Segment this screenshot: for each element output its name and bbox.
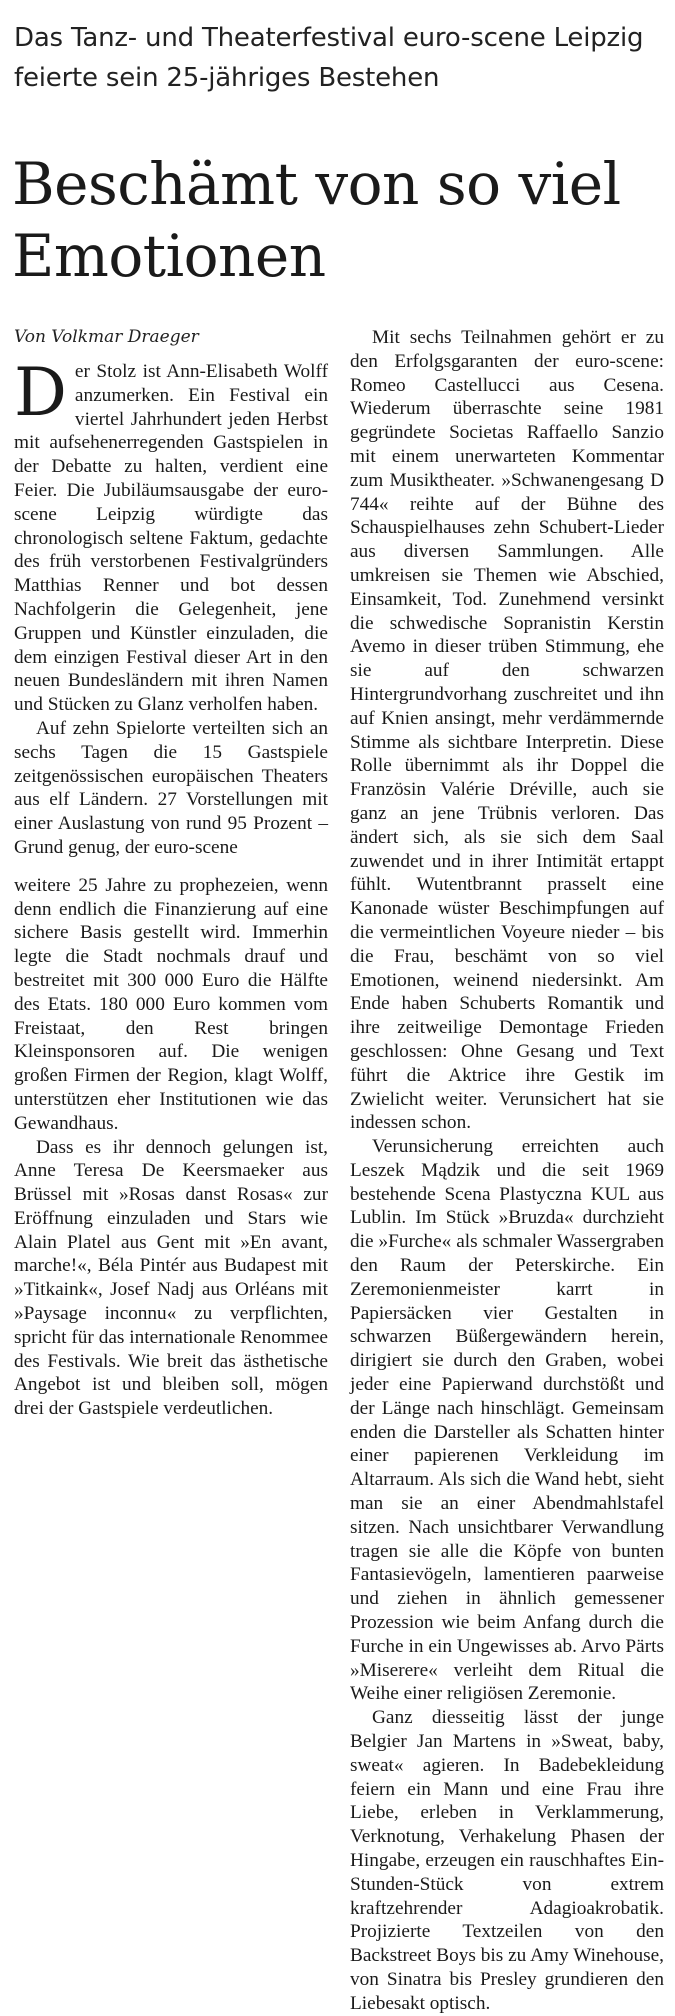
left-paragraph-1 xyxy=(14,354,328,717)
right-paragraph-3: Ganz diesseitig lässt der junge Belgier Jan Martens in »Sweat, baby, sweat« agieren. In Badebekleidung feiern ein Mann und eine Frau ihre Liebe, erleben in Verklammerung, Verknotung, Verhakelung Phasen der Hingabe, erzeugen ein rauschhaftes Ein-Stunden-Stück von extrem kraftzehrender Adagioakrobatik. Projizierte Textzeilen von den Backstreet Boys bis zu Amy Winehouse, von Sinatra bis Presley grundieren den Liebesakt optisch. xyxy=(350,1707,664,2014)
left-column xyxy=(14,354,328,1421)
left-paragraph-4: Dass es ihr dennoch gelungen ist, Anne Teresa De Keersmaeker aus Brüssel mit »Rosas danst Rosas« zur Eröffnung einzuladen und Stars wie Alain Platel aus Gent mit »En avant, marche!«, Béla Pintér aus Budapest mit »Titkaink«, Josef Nadj aus Orléans mit »Paysage inconnu« zu verpflichten, spricht für das internationale Renommee des Festivals. Wie breit das ästhetische Angebot ist und bleiben soll, mögen drei der Gastspiele verdeutlichen. xyxy=(14,1136,328,1420)
left-paragraph-2: Auf zehn Spielorte verteilten sich an sechs Tagen die 15 Gastspiele zeitgenössischen europäischen Theaters aus elf Ländern. 27 Vorstellungen mit einer Auslastung von rund 95 Prozent – Grund genug, der euro-scene xyxy=(14,717,328,858)
kicker-line-1: Das Tanz- und Theaterfestival euro-scene Leipzig xyxy=(14,23,644,53)
byline: Von Volkmar Draeger xyxy=(14,327,199,347)
left-paragraph-3: weitere 25 Jahre zu prophezeien, wenn denn endlich die Finanzierung auf eine sichere Basis gestellt wird. Immerhin legte die Stadt nochmals drauf und bestreitet mit 300 000 Euro die Hälfte des Etats. 180 000 Euro kommen vom Freistaat, den Rest bringen Kleinsponsoren auf. Die wenigen großen Firmen der Region, klagt Wolff, unterstützen eher Institutionen wie das Gewandhaus. xyxy=(14,874,328,1134)
drop-cap: D xyxy=(14,354,67,431)
headline-line-2: Emotionen xyxy=(12,222,326,290)
right-column xyxy=(350,326,664,2016)
column-break-gap xyxy=(14,860,328,874)
right-paragraph-2: Verunsicherung erreichten auch Leszek Mądzik und die seit 1969 bestehende Scena Plastyczna KUL aus Lublin. Im Stück »Bruzda« durchzieht die »Furche« als schmaler Wassergraben den Raum der Peterskirche. Ein Zeremonienmeister karrt in Papiersäcken vier Gestalten in schwarzen Büßergewändern herein, dirigiert sie durch den Graben, wobei jeder eine Papierwand durchstößt und der Länge nach hinschlägt. Gemeinsam enden die Darsteller als Schatten hinter einer papierenen Verkleidung im Altarraum. Als sich die Wand hebt, sieht man sie an einer Abendmahlstafel sitzen. Nach unsichtbarer Verwandlung tragen sie alle die Köpfe von bunten Fantasievögeln, lamentieren paarweise und ziehen in ähnlich gemessener Prozession wie beim Anfang durch die Furche in ein Ungewisses ab. Arvo Pärts »Miserere« verleiht dem Ritual die Weihe einer religiösen Zeremonie. xyxy=(350,1136,664,1705)
left-paragraph-1-text: er Stolz ist Ann-Elisabeth Wolff anzumerken. Ein Festival ein viertel Jahrhundert jeden Herbst mit aufsehenerregenden Gastspielen in der Debatte zu halten, verdient eine Feier. Die Jubiläumsausgabe der euro-scene Leipzig würdigte das chronologisch seltene Faktum, gedachte des früh verstorbenen Festivalgründers Matthias Renner und bot dessen Nachfolgerin die Gelegenheit, jene Gruppen und Künstler einzuladen, die dem einzigen Festival dieser Art in den neuen Bundesländern mit ihren Namen und Stücken zu Glanz verholfen haben. xyxy=(14,361,328,716)
right-paragraph-1: Mit sechs Teilnahmen gehört er zu den Erfolgsgaranten der euro-scene: Romeo Castellucci aus Cesena. Wiederum überraschte seine 1981 gegründete Societas Raffaello Sanzio mit einem unerwarteten Kommentar zum Musiktheater. »Schwanengesang D 744« reihte auf der Bühne des Schauspielhauses zehn Schubert-Lieder aus diversen Sammlungen. Alle umkreisen sie Themen wie Abschied, Einsamkeit, Tod. Zunehmend versinkt die schwedische Sopranistin Kerstin Avemo in dieser trüben Stimmung, ehe sie auf den schwarzen Hintergrundvorhang zuschreitet und ihn auf Knien ansingt, mehr verdämmernde Stimme als sichtbare Interpretin. Diese Rolle übernimmt als ihr Doppel die Französin Valérie Dréville, auch sie ganz an jene Trübnis verloren. Das ändert sich, als sie sich dem Saal zuwendet und in ihrer Intimität ertappt fühlt. Wutentbrannt prasselt eine Kanonade wüster Beschimpfungen auf die vermeintlichen Voyeure nieder – bis die Frau, beschämt von so viel Emotionen, weinend niedersinkt. Am Ende haben Schuberts Romantik und ihre zeitweilige Demontage Frieden geschlossen: Ohne Gesang und Text führt die Aktrice ihre Gestik im Zwielicht weiter. Verunsichert hat sie indessen schon. xyxy=(350,327,664,1134)
kicker xyxy=(14,18,664,98)
headline-line-1: Beschämt von so viel xyxy=(12,150,621,218)
headline xyxy=(12,148,667,292)
column-gutter xyxy=(339,326,340,1986)
kicker-line-2: feierte sein 25-jähriges Bestehen xyxy=(14,63,440,93)
